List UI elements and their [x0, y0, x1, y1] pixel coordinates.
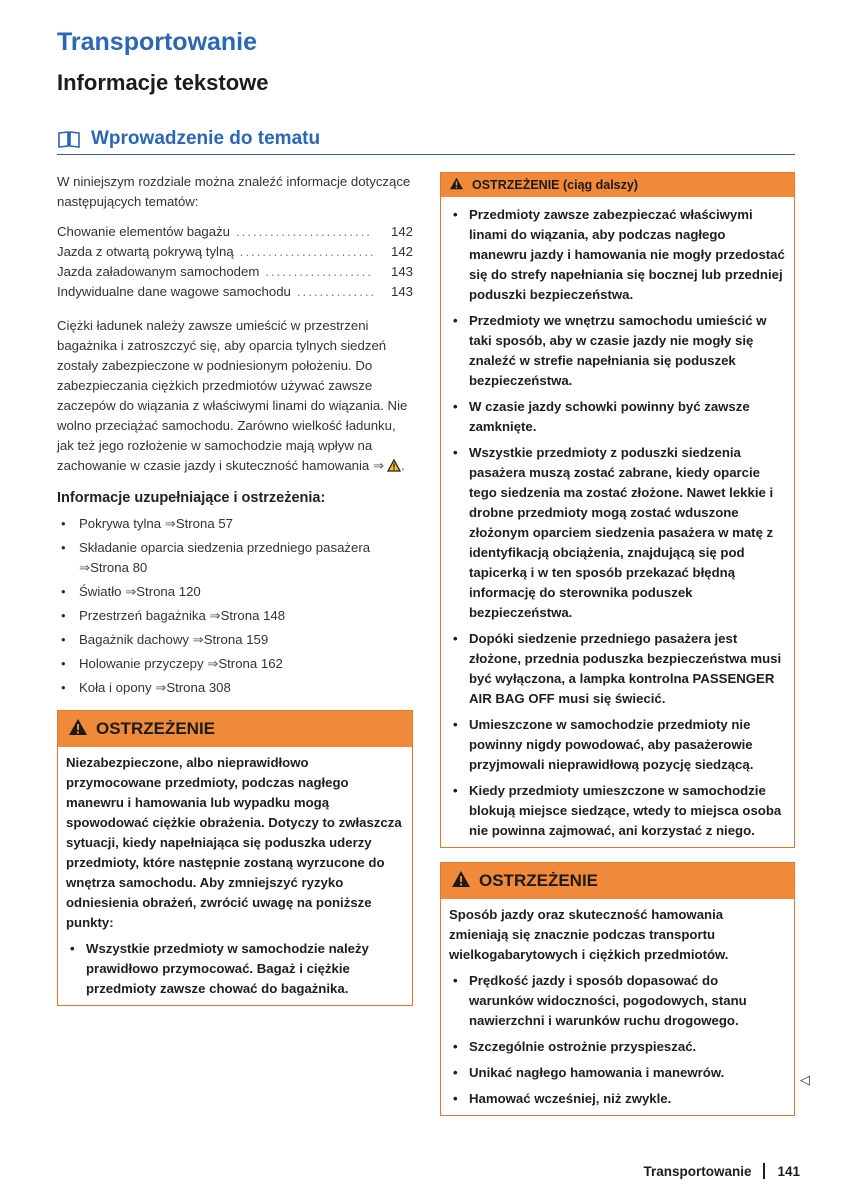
page-number: 141 — [777, 1163, 800, 1179]
page-link[interactable]: Strona 148 — [220, 608, 286, 623]
warning-bullet: • Przedmioty we wnętrzu samochodu umieścić w taki sposób, aby w czasie jazdy nie mogły się znaleźć w strefie napełniania się poduszek bezpieczeństwa. — [449, 311, 786, 391]
supplementary-heading: Informacje uzupełniające i ostrzeżenia: — [57, 490, 326, 506]
warning-bullet: • Wszystkie przedmioty z poduszki siedzenia pasażera muszą zostać zabrane, kiedy oparcie tego siedzenia ma zostać złożone. Nawet lekkie i drobne przedmioty mogą zostać wduszone złożonym oparciem siedzenia pasażera w matę z identyfikacją obciążenia, znajdującą się pod tapicerką i w ten sposób przekazać błędną informację do sterownika poduszek bezpieczeństwa. — [449, 443, 786, 623]
page-link[interactable]: Strona 308 — [166, 680, 231, 695]
warning-continued-box — [440, 172, 795, 848]
end-of-section-marker: ◁ — [800, 1072, 810, 1087]
left-column — [57, 172, 413, 1006]
intro-paragraph: W niniejszym rozdziale można znaleźć informacje dotyczące następujących tematów: — [57, 174, 411, 209]
warning-header: OSTRZEŻENIE — [441, 863, 794, 899]
warning-box — [440, 862, 795, 1116]
list-item[interactable]: • Składanie oparcia siedzenia przedniego pasażera ⇒Strona 80 — [57, 538, 413, 578]
warning-bullet: • Umieszczone w samochodzie przedmioty nie powinny nigdy powodować, aby pasażerowie przyjmowali nieprawidłową pozycję siedzącą. — [449, 715, 786, 775]
body-paragraph: Ciężki ładunek należy zawsze umieścić w przestrzeni bagażnika i zatroszczyć się, aby oparcia tylnych siedzeń zostały zabezpieczone w podniesionym położeniu. Do zabezpieczania ciężkich przedmiotów używać zawsze zaczepów do wiązania z właściwymi linami do wiązania. Nie wolno przeciążać samochodu. Zarówno wielkość ładunku, jak też jego rozłożenie w samochodzie mają wpływ na zachowanie w czasie jazdy i skuteczność hamowania ⇒ . — [57, 316, 413, 478]
list-item[interactable]: • Bagażnik dachowy ⇒Strona 159 — [57, 630, 413, 650]
right-column — [440, 172, 795, 1116]
warning-body: Sposób jazdy oraz skuteczność hamowania zmieniają się znacznie podczas transportu wielkogabarytowych i ciężkich przedmiotów. • Prędkość jazdy i sposób dopasować do warunków widoczności, pogodowych, stanu nawierzchni i warunków ruchu drogowego. • Szczególnie ostrożnie przyspieszać. • Unikać nagłego hamowania i manewrów. • Hamować wcześniej, niż zwykle. — [441, 899, 794, 1115]
toc-row[interactable]: Jazda załadowanym samochodem ..... 143 — [57, 262, 413, 282]
warning-triangle-icon — [449, 177, 464, 193]
warning-bullet: • Unikać nagłego hamowania i manewrów. — [449, 1063, 786, 1083]
warning-box — [57, 710, 413, 1006]
list-item[interactable]: • Światło ⇒Strona 120 — [57, 582, 413, 602]
section-title: Informacje tekstowe — [57, 70, 269, 95]
warning-triangle-icon[interactable] — [387, 458, 401, 478]
page-footer — [560, 1163, 800, 1179]
warning-header: OSTRZEŻENIE — [58, 711, 412, 747]
warning-bullet: • W czasie jazdy schowki powinny być zawsze zamknięte. — [449, 397, 786, 437]
warning-bullet: • Szczególnie ostrożnie przyspieszać. — [449, 1037, 786, 1057]
list-item[interactable]: • Koła i opony ⇒Strona 308 — [57, 678, 413, 698]
page-link[interactable]: Strona 162 — [218, 656, 283, 671]
book-icon — [57, 130, 81, 148]
reference-list — [57, 514, 413, 698]
warning-triangle-icon — [68, 718, 88, 741]
warning-bullet: • Kiedy przedmioty umieszczone w samochodzie blokują miejsce siedzące, wtedy to miejsca osoba nie powinna zajmować, ani korzystać z niego. — [449, 781, 786, 841]
warning-header: OSTRZEŻENIE (ciąg dalszy) — [441, 173, 794, 197]
warning-bullet: • Przedmioty zawsze zabezpieczać właściwymi linami do wiązania, aby podczas nagłego manewru jazdy i hamowania nie mogły przedostać się do strefy napełniania się bocznej lub przedniej poduszki bezpieczeństwa. — [449, 205, 786, 305]
warning-bullet: • Prędkość jazdy i sposób dopasować do warunków widoczności, pogodowych, stanu nawierzchni i warunków ruchu drogowego. — [449, 971, 786, 1031]
warning-body: Niezabezpieczone, albo nieprawidłowo przymocowane przedmioty, podczas nagłego manewru i hamowania lub wypadku mogą spowodować ciężkie obrażenia. Dotyczy to zwłaszcza sytuacji, kiedy napełniająca się poduszka uderzy przedmioty, które następnie zostaną wyrzucone do wnętrza samochodu. Aby zmniejszyć ryzyko odniesienia obrażeń, zwrócić uwagę na poniższe punkty: • Wszystkie przedmioty w samochodzie należy prawidłowo przymocować. Bagaż i ciężkie przedmioty zawsze chować do bagażnika. — [58, 747, 412, 1005]
toc-row[interactable]: Chowanie elementów bagażu ..... 142 — [57, 222, 413, 242]
footer-divider — [763, 1163, 765, 1179]
intro-heading-text: Wprowadzenie do tematu — [91, 128, 321, 149]
page-link[interactable]: Strona 120 — [136, 584, 201, 599]
list-item[interactable]: • Pokrywa tylna ⇒Strona 57 — [57, 514, 413, 534]
warning-triangle-icon — [451, 870, 471, 893]
warning-bullet: • Hamować wcześniej, niż zwykle. — [449, 1089, 786, 1109]
chapter-title: Transportowanie — [57, 28, 258, 56]
page-link[interactable]: Strona 80 — [90, 560, 148, 575]
intro-heading — [57, 128, 795, 155]
topic-list — [57, 222, 413, 302]
page-link[interactable]: Strona 57 — [175, 516, 234, 531]
warning-bullet: • Wszystkie przedmioty w samochodzie należy prawidłowo przymocować. Bagaż i ciężkie przedmioty zawsze chować do bagażnika. — [66, 939, 404, 999]
list-item[interactable]: • Holowanie przyczepy ⇒Strona 162 — [57, 654, 413, 674]
warning-bullet: • Dopóki siedzenie przedniego pasażera jest złożone, przednia poduszka bezpieczeństwa musi być wyłączona, a lampka kontrolna PASSENGER AIR BAG OFF musi się świecić. — [449, 629, 786, 709]
toc-row[interactable]: Jazda z otwartą pokrywą tylną ..... 142 — [57, 242, 413, 262]
warning-body — [441, 197, 794, 847]
page-link[interactable]: Strona 159 — [203, 632, 269, 647]
list-item[interactable]: • Przestrzeń bagażnika ⇒Strona 148 — [57, 606, 413, 626]
toc-row[interactable]: Indywidualne dane wagowe samochodu ..... 143 — [57, 282, 413, 302]
footer-chapter-label: Transportowanie — [643, 1163, 752, 1179]
